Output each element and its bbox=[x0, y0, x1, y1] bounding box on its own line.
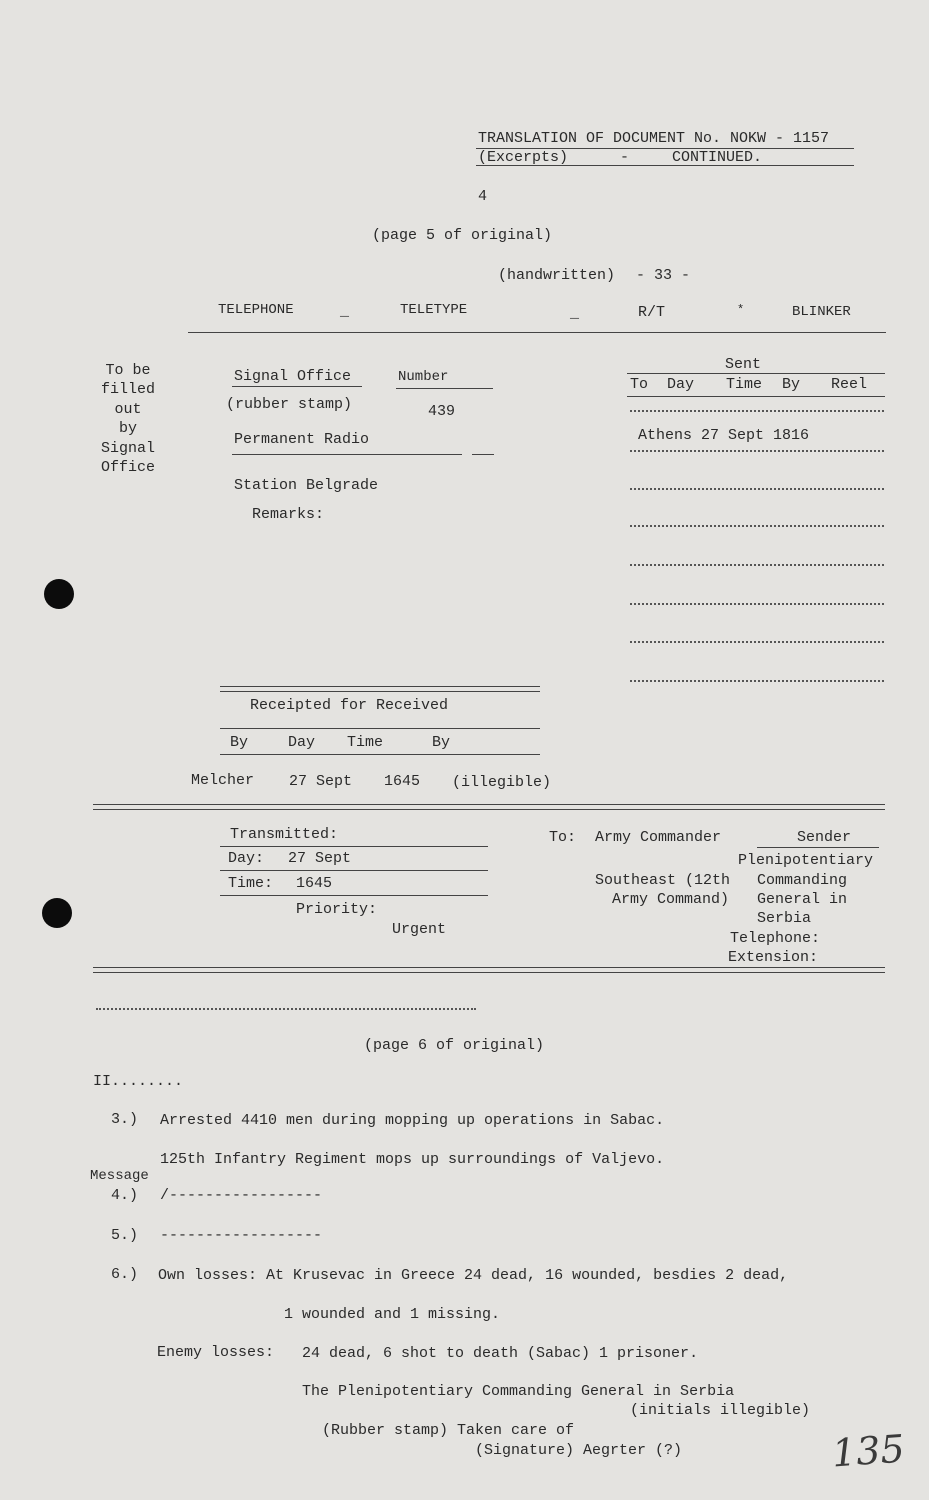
receipted-by: (illegible) bbox=[452, 774, 552, 791]
message-label: Message bbox=[90, 1168, 149, 1184]
sent-cols-rule bbox=[627, 396, 885, 397]
sent-col-time: Time bbox=[726, 376, 763, 393]
page-number: 4 bbox=[478, 188, 488, 205]
subtitle-continued: CONTINUED. bbox=[672, 149, 763, 166]
sender-line: Serbia bbox=[757, 910, 812, 927]
receipted-header: Receipted for Received bbox=[250, 697, 449, 714]
section-double-rule bbox=[93, 804, 885, 805]
sender-underline bbox=[757, 847, 879, 848]
section-marker: II........ bbox=[93, 1073, 184, 1090]
mode-rt: R/T bbox=[638, 304, 666, 321]
sender-line: Plenipotentiary bbox=[738, 852, 874, 869]
number-underline bbox=[396, 388, 493, 389]
signature-line-4: (Signature) Aegrter (?) bbox=[475, 1442, 683, 1459]
item-3-number: 3.) bbox=[111, 1111, 139, 1128]
to-line: Army Command) bbox=[612, 891, 730, 908]
signature-line-3: (Rubber stamp) Taken care of bbox=[322, 1422, 575, 1439]
punch-hole-top bbox=[44, 579, 74, 609]
radio-underline bbox=[232, 454, 462, 455]
signature-line-2: (initials illegible) bbox=[630, 1402, 811, 1419]
receipted-day: 27 Sept bbox=[289, 773, 353, 790]
transmitted-label: Transmitted: bbox=[230, 826, 339, 843]
section-double-rule bbox=[93, 809, 885, 810]
item-4-number: 4.) bbox=[111, 1187, 139, 1204]
mode-blinker: BLINKER bbox=[792, 304, 851, 320]
mode-teletype: TELETYPE bbox=[400, 302, 468, 318]
priority-label: Priority: bbox=[296, 901, 378, 918]
to-line: Army Commander bbox=[595, 829, 722, 846]
receipted-col-by: By bbox=[230, 734, 249, 751]
mode-sep-3: * bbox=[737, 303, 745, 317]
sent-dotted-line bbox=[630, 410, 884, 412]
radio-underline-2 bbox=[472, 454, 494, 455]
priority-value: Urgent bbox=[392, 921, 447, 938]
side-label-line: Office bbox=[100, 459, 155, 477]
receipted-col-time: Time bbox=[347, 734, 384, 751]
item-5-number: 5.) bbox=[111, 1227, 139, 1244]
receipted-double-rule bbox=[220, 686, 540, 687]
signature-line-1: The Plenipotentiary Commanding General in Serbia bbox=[302, 1383, 735, 1400]
omission-dotted-line bbox=[96, 1008, 476, 1010]
sent-dotted-line bbox=[630, 488, 884, 490]
signal-office-side-label bbox=[96, 361, 160, 477]
item-6-line-1: Own losses: At Krusevac in Greece 24 dead, 16 wounded, besdies 2 dead, bbox=[158, 1267, 789, 1284]
sent-header-rule bbox=[627, 373, 885, 374]
side-label-line: by bbox=[118, 420, 137, 438]
item-6-number: 6.) bbox=[111, 1266, 139, 1283]
sent-col-to: To bbox=[630, 376, 649, 393]
sent-dotted-line bbox=[630, 680, 884, 682]
day-label: Day: bbox=[228, 850, 265, 867]
time-label: Time: bbox=[228, 875, 274, 892]
punch-hole-bottom bbox=[42, 898, 72, 928]
item-3-line-2: 125th Infantry Regiment mops up surroundings of Valjevo. bbox=[160, 1151, 665, 1168]
subtitle-dash: - bbox=[620, 149, 630, 166]
telephone-label: Telephone: bbox=[730, 930, 821, 947]
sent-dotted-line bbox=[630, 641, 884, 643]
item-6-line-2: 1 wounded and 1 missing. bbox=[284, 1306, 501, 1323]
receipted-header-rule bbox=[220, 728, 540, 729]
remarks-label: Remarks: bbox=[252, 506, 325, 523]
station-belgrade: Station Belgrade bbox=[234, 477, 379, 494]
receipted-double-rule bbox=[220, 691, 540, 692]
enemy-losses-text: 24 dead, 6 shot to death (Sabac) 1 prisoner. bbox=[302, 1345, 699, 1362]
receipted-cols-rule bbox=[220, 754, 540, 755]
rubber-stamp-note: (rubber stamp) bbox=[226, 396, 353, 413]
sent-dotted-line bbox=[630, 564, 884, 566]
time-rule bbox=[220, 895, 488, 896]
mode-telephone: TELEPHONE bbox=[218, 302, 294, 318]
time-value: 1645 bbox=[296, 875, 333, 892]
item-5-text: ------------------ bbox=[160, 1227, 323, 1244]
sent-dotted-line bbox=[630, 450, 884, 452]
sender-line: Commanding bbox=[757, 872, 848, 889]
modes-rule bbox=[188, 332, 886, 333]
section-double-rule bbox=[93, 972, 885, 973]
section-double-rule bbox=[93, 967, 885, 968]
sent-dotted-line bbox=[630, 603, 884, 605]
extension-label: Extension: bbox=[728, 949, 819, 966]
item-3-text: Arrested 4410 men during mopping up operations in Sabac. bbox=[160, 1112, 665, 1129]
sent-col-day: Day bbox=[667, 376, 695, 393]
side-label-line: filled bbox=[100, 381, 155, 399]
permanent-radio: Permanent Radio bbox=[234, 431, 370, 448]
sent-header: Sent bbox=[725, 356, 762, 373]
sender-line: General in bbox=[757, 891, 848, 908]
mode-sep-2: _ bbox=[570, 305, 580, 322]
day-value: 27 Sept bbox=[288, 850, 352, 867]
sender-label: Sender bbox=[797, 829, 852, 846]
page-ref-6: (page 6 of original) bbox=[364, 1037, 545, 1054]
document-title: TRANSLATION OF DOCUMENT No. NOKW - 1157 bbox=[478, 130, 830, 147]
receipted-name: Melcher bbox=[191, 772, 255, 789]
signal-office-underline bbox=[232, 386, 362, 387]
subtitle-underline bbox=[476, 165, 854, 166]
sent-dotted-line bbox=[630, 525, 884, 527]
number-label: Number bbox=[398, 369, 449, 385]
day-rule bbox=[220, 870, 488, 871]
side-label-line: To be bbox=[105, 362, 151, 379]
sent-entry: Athens 27 Sept 1816 bbox=[638, 427, 810, 444]
number-value: 439 bbox=[428, 403, 456, 420]
side-label-line: out bbox=[114, 400, 142, 418]
receipted-col-day: Day bbox=[288, 734, 316, 751]
handwritten-label: (handwritten) bbox=[498, 267, 616, 284]
handwritten-value: - 33 - bbox=[636, 267, 691, 284]
sent-col-reel: Reel bbox=[831, 376, 868, 393]
enemy-losses-label: Enemy losses: bbox=[157, 1344, 275, 1361]
mode-sep-1: _ bbox=[340, 303, 350, 320]
transmitted-rule bbox=[220, 846, 488, 847]
receipted-time: 1645 bbox=[384, 773, 421, 790]
side-label-line: Signal bbox=[100, 439, 155, 457]
item-4-text: /----------------- bbox=[160, 1187, 323, 1204]
signal-office-label: Signal Office bbox=[234, 368, 352, 385]
handwritten-page-number: 135 bbox=[830, 1426, 906, 1476]
subtitle-excerpts: (Excerpts) bbox=[478, 149, 569, 166]
receipted-col-by2: By bbox=[432, 734, 451, 751]
to-label: To: bbox=[549, 829, 577, 846]
sent-col-by: By bbox=[782, 376, 801, 393]
page-ref-5: (page 5 of original) bbox=[372, 227, 553, 244]
to-line: Southeast (12th bbox=[595, 872, 731, 889]
